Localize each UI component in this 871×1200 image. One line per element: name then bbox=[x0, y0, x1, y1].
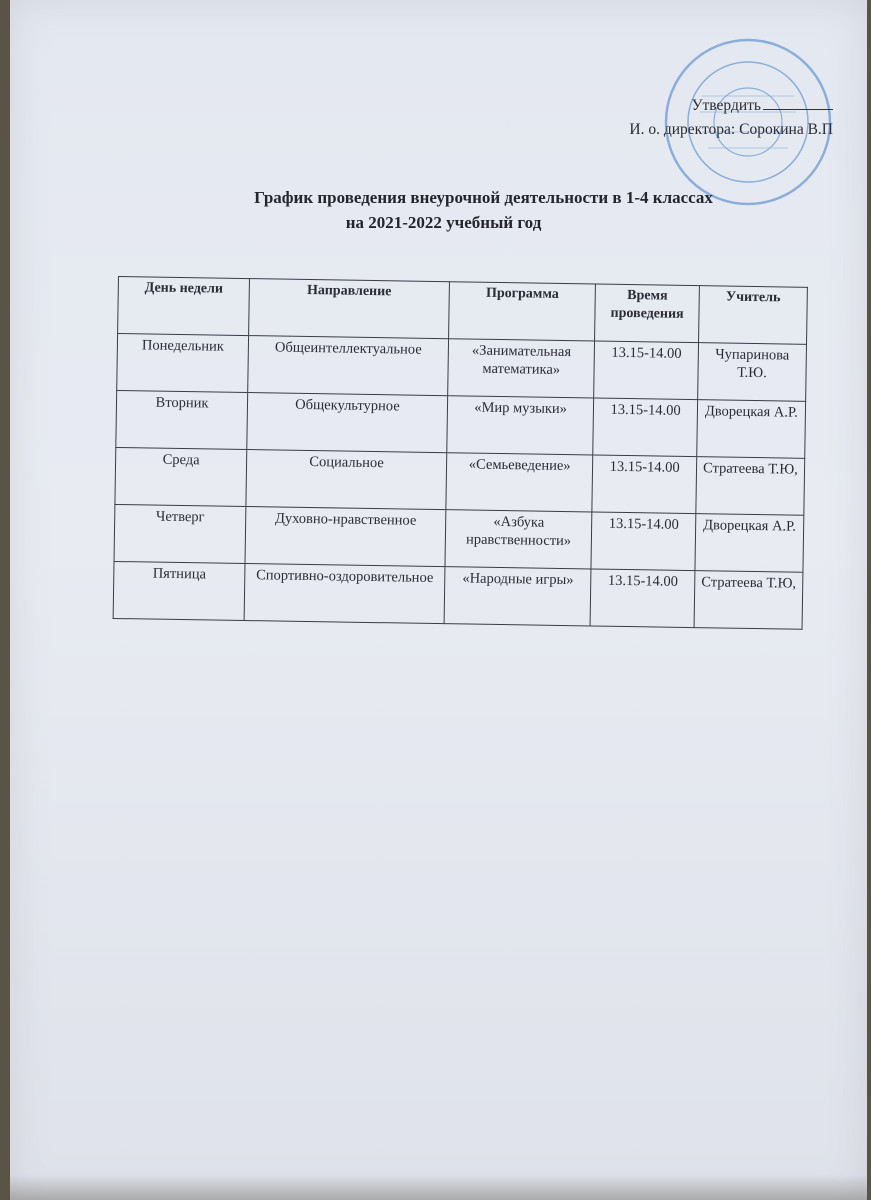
cell-teacher: Стратеева Т.Ю, bbox=[694, 571, 803, 630]
header-time: Время проведения bbox=[595, 284, 699, 343]
cell-program: «Семьеведение» bbox=[446, 453, 593, 512]
cell-day: Вторник bbox=[116, 390, 248, 449]
table-row bbox=[113, 561, 803, 629]
approve-label: Утвердить bbox=[691, 97, 761, 114]
signature-line bbox=[763, 109, 833, 110]
cell-day: Четверг bbox=[114, 504, 246, 563]
cell-day: Среда bbox=[115, 447, 247, 506]
cell-program: «Занимательная математика» bbox=[448, 339, 595, 398]
cell-program: «Народные игры» bbox=[444, 567, 591, 626]
cell-teacher: Дворецкая А.Р. bbox=[695, 514, 804, 573]
cell-teacher: Стратеева Т.Ю, bbox=[696, 457, 805, 516]
document-page bbox=[10, 0, 867, 1200]
cell-direction: Духовно-нравственное bbox=[245, 507, 446, 567]
cell-day: Понедельник bbox=[117, 334, 249, 393]
title-line-2: на 2021-2022 учебный год bbox=[345, 212, 542, 232]
cell-direction: Общекультурное bbox=[247, 393, 448, 453]
cell-day: Пятница bbox=[113, 561, 245, 620]
cell-direction: Социальное bbox=[246, 450, 447, 510]
document-title bbox=[10, 186, 867, 235]
cell-time: 13.15-14.00 bbox=[593, 398, 697, 457]
cell-program: «Мир музыки» bbox=[447, 396, 594, 455]
header-program: Программа bbox=[448, 282, 595, 341]
cell-time: 13.15-14.00 bbox=[591, 569, 695, 628]
cell-time: 13.15-14.00 bbox=[591, 512, 695, 571]
cell-direction: Общеинтеллектуальное bbox=[248, 336, 449, 396]
header-direction: Направление bbox=[249, 279, 450, 339]
cell-teacher: Чупаринова Т.Ю. bbox=[697, 343, 806, 402]
cell-teacher: Дворецкая А.Р. bbox=[697, 400, 806, 459]
cell-direction: Спортивно-оздоровительное bbox=[244, 564, 445, 624]
approve-line bbox=[629, 94, 833, 118]
title-line-1: График проведения внеурочной деятельности в 1-4 классах bbox=[254, 188, 713, 207]
schedule-table bbox=[113, 276, 808, 630]
cell-time: 13.15-14.00 bbox=[594, 341, 698, 400]
director-line: И. о. директора: Сорокина В.П bbox=[629, 121, 833, 139]
header-teacher: Учитель bbox=[698, 286, 807, 345]
cell-program: «Азбука нравственности» bbox=[445, 510, 592, 569]
approval-block bbox=[629, 94, 833, 142]
page-shadow bbox=[10, 1175, 867, 1200]
header-day: День недели bbox=[118, 277, 250, 336]
cell-time: 13.15-14.00 bbox=[592, 455, 696, 514]
